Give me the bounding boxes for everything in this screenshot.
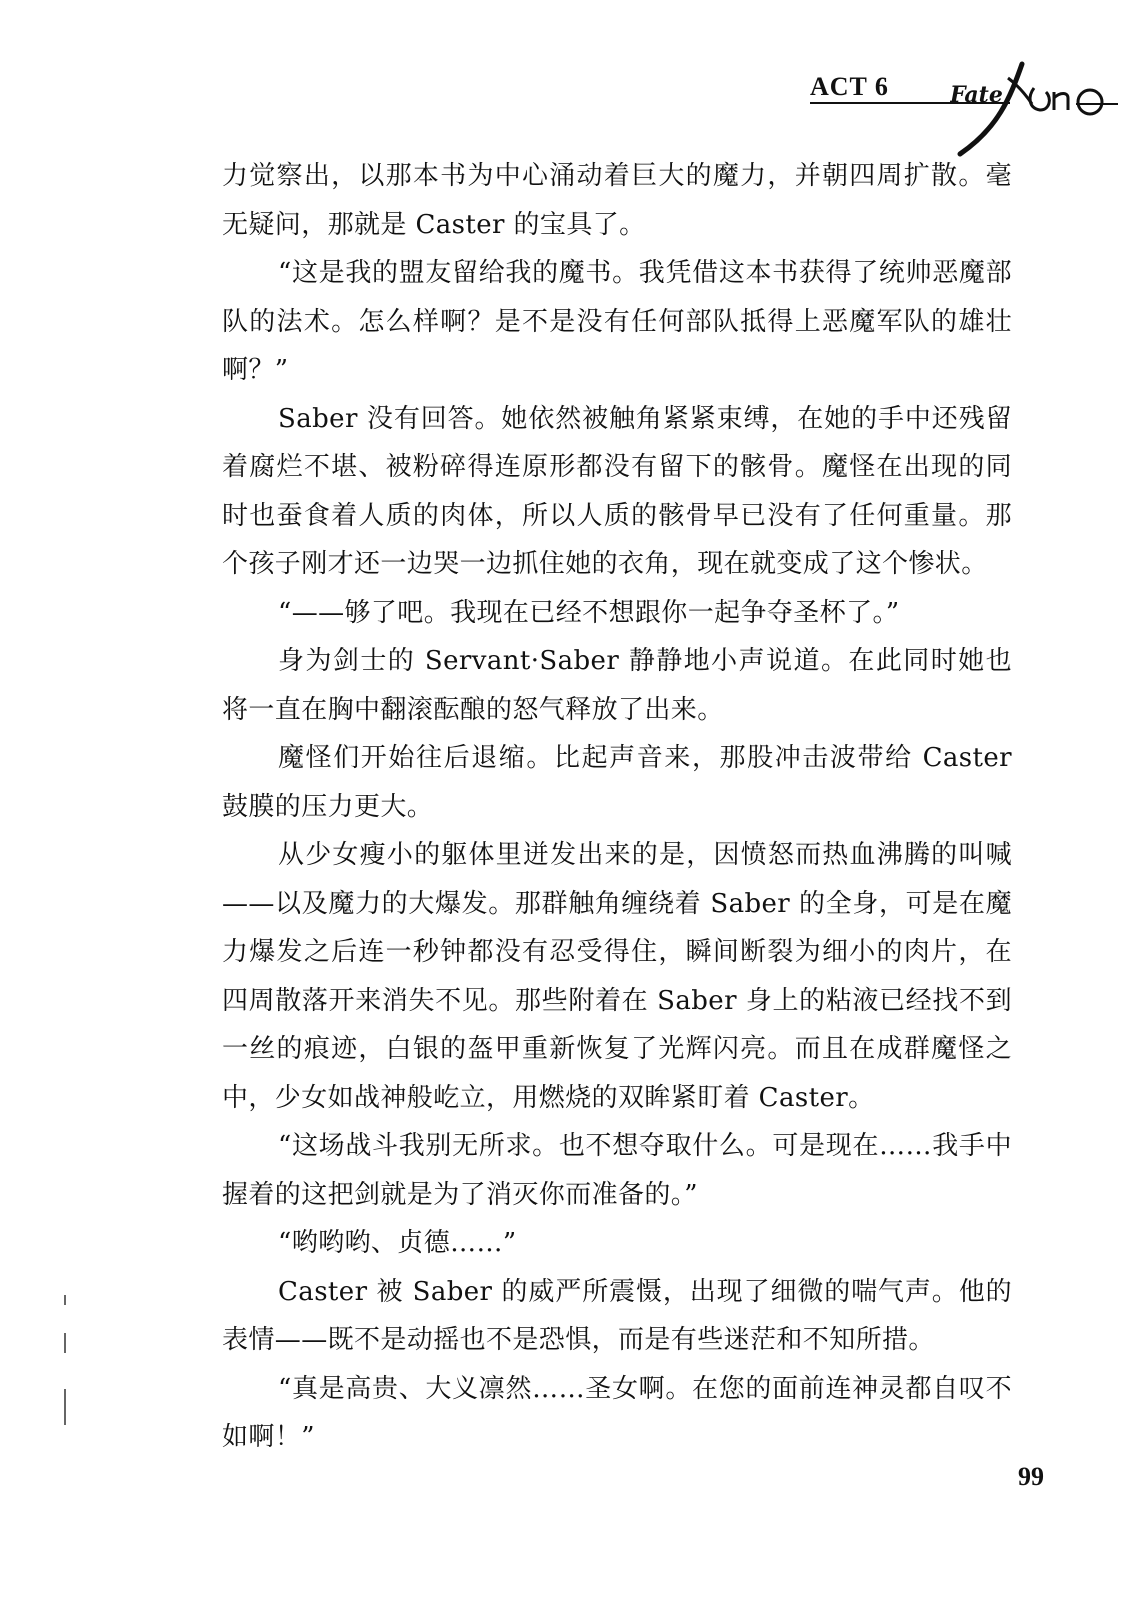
paragraph: “这场战斗我别无所求。也不想夺取什么。可是现在……我手中握着的这把剑就是为了消灭你而准备的。” [222, 1131, 1012, 1210]
paragraph: Saber 没有回答。她依然被触角紧紧束缚，在她的手中还残留着腐烂不堪、被粉碎得连原形都没有留下的骸骨。魔怪在出现的同时也蚕食着人质的肉体，所以人质的骸骨早已没有了任何重量。那个孩子刚才还一边哭一边抓住她的衣角，现在就变成了这个惨状。 [222, 403, 1012, 579]
svg-text:Fate: Fate [950, 82, 1003, 108]
paragraph: “真是高贵、大义凛然……圣女啊。在您的面前连神灵都自叹不如啊！” [222, 1373, 1012, 1452]
body-text [222, 152, 1012, 1462]
paragraph: 力觉察出，以那本书为中心涌动着巨大的魔力，并朝四周扩散。毫无疑问，那就是 Caster 的宝具了。 [222, 161, 1012, 240]
page-number: 99 [1018, 1462, 1044, 1491]
paragraph: 魔怪们开始往后退缩。比起声音来，那股冲击波带给 Caster 鼓膜的压力更大。 [222, 743, 1012, 822]
paragraph: 从少女瘦小的躯体里迸发出来的是，因愤怒而热血沸腾的叫喊——以及魔力的大爆发。那群触角缠绕着 Saber 的全身，可是在魔力爆发之后连一秒钟都没有忍受得住，瞬间断裂为细小的肉片，在四周散落开来消失不见。那些附着在 Saber 身上的粘液已经找不到一丝的痕迹，白银的盔甲重新恢复了光辉闪亮。而且在成群魔怪之中，少女如战神般屹立，用燃烧的双眸紧盯着 Caster。 [222, 840, 1012, 1113]
fate-zero-logo [950, 58, 1120, 158]
running-header [810, 58, 1110, 158]
margin-marks [64, 1295, 68, 1455]
paragraph: “——够了吧。我现在已经不想跟你一起争夺圣杯了。” [278, 597, 900, 628]
paragraph: Caster 被 Saber 的威严所震慑，出现了细微的喘气声。他的表情——既不是动摇也不是恐惧，而是有些迷茫和不知所措。 [222, 1276, 1012, 1355]
paragraph: “这是我的盟友留给我的魔书。我凭借这本书获得了统帅恶魔部队的法术。怎么样啊？是不是没有任何部队抵得上恶魔军队的雄壮啊？” [222, 258, 1012, 385]
act-label: ACT 6 [810, 72, 889, 101]
paragraph: 身为剑士的 Servant·Saber 静静地小声说道。在此同时她也将一直在胸中翻滚酝酿的怒气释放了出来。 [222, 646, 1012, 725]
fate-zero-logo-graphic [950, 58, 1120, 158]
paragraph: “哟哟哟、贞德……” [278, 1228, 517, 1258]
